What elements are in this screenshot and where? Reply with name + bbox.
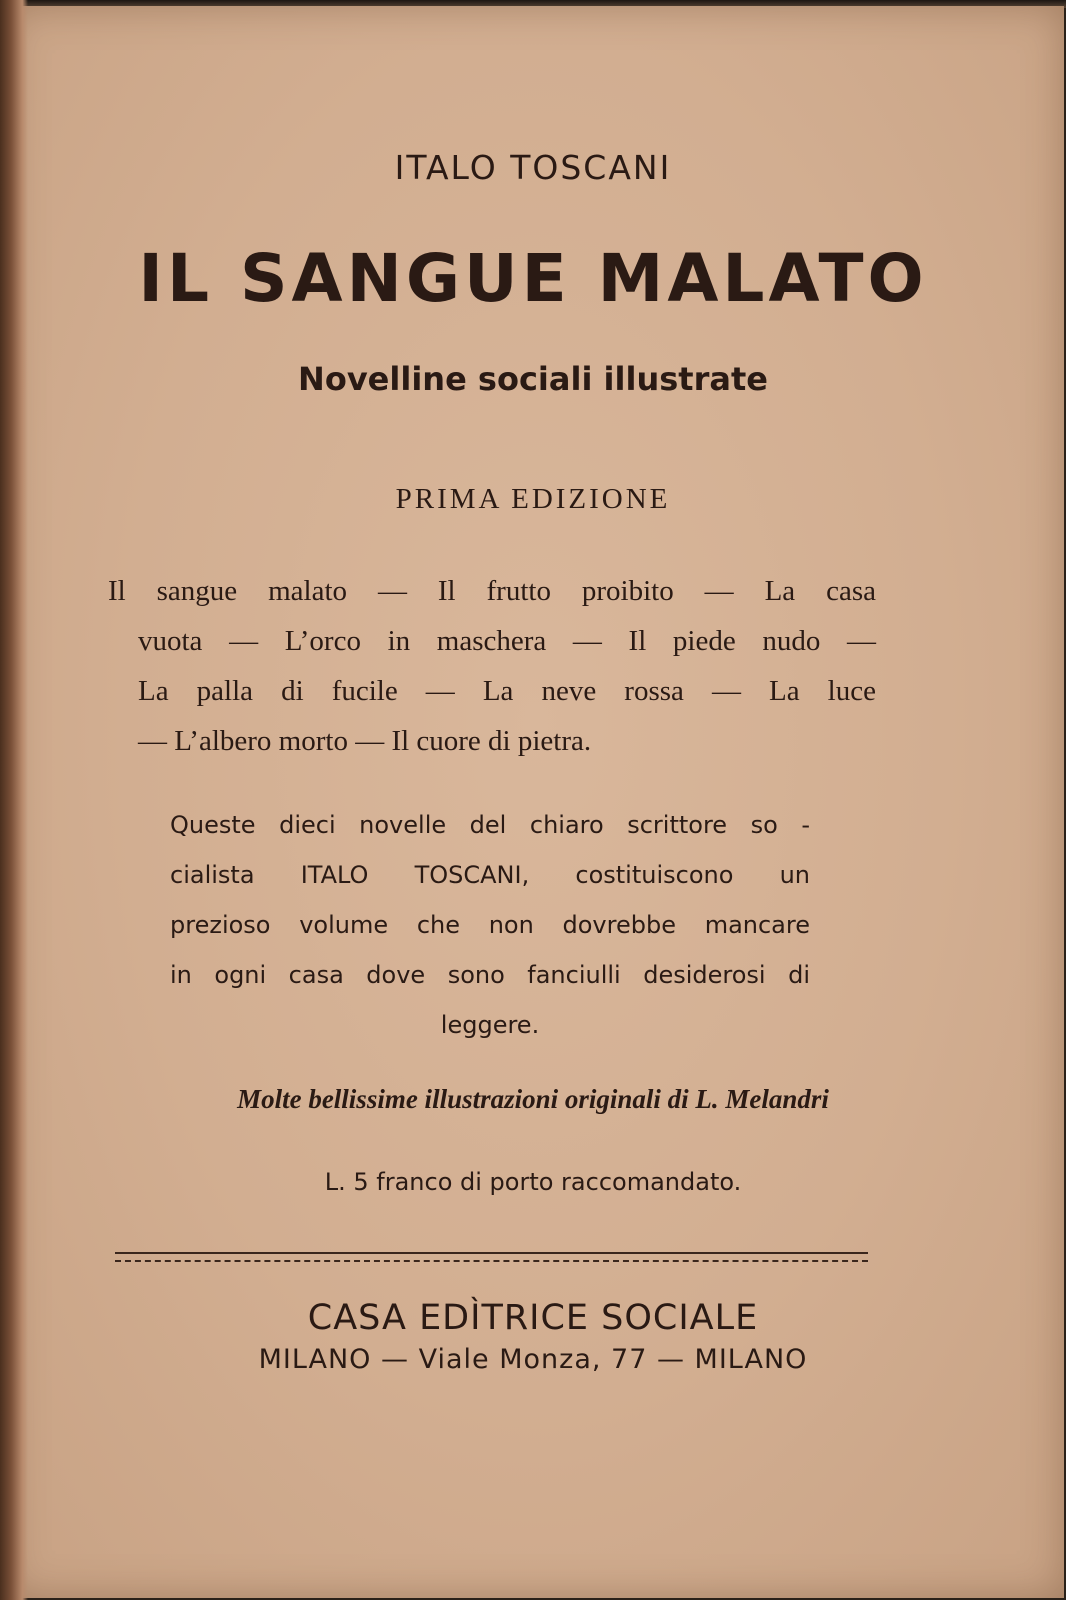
description-line: prezioso volume che non dovrebbe mancare bbox=[170, 911, 810, 939]
book-title: IL SANGUE MALATO bbox=[138, 240, 928, 317]
contents-line: La palla di fucile — La neve rossa — La luce bbox=[138, 675, 876, 707]
description-line: leggere. bbox=[440, 1011, 540, 1039]
description-line: in ogni casa dove sono fanciulli desiderosi di bbox=[170, 961, 810, 989]
description-line: Queste dieci novelle del chiaro scrittore so - bbox=[170, 811, 810, 839]
description-paragraph bbox=[170, 800, 810, 1050]
edition-label: PRIMA EDIZIONE bbox=[395, 483, 671, 515]
illustrations-credit: Molte bellissime illustrazioni originali di L. Melandri bbox=[237, 1084, 829, 1114]
contents-line: — L’albero morto — Il cuore di pietra. bbox=[138, 725, 592, 757]
divider-rule bbox=[115, 1252, 868, 1262]
contents-line: Il sangue malato — Il frutto proibito — La casa bbox=[108, 575, 876, 607]
publisher-address: MILANO — Viale Monza, 77 — MILANO bbox=[258, 1344, 808, 1375]
price-note: L. 5 franco di porto raccomandato. bbox=[324, 1168, 742, 1196]
book-subtitle: Novelline sociali illustrate bbox=[298, 360, 768, 398]
author-name: ITALO TOSCANI bbox=[394, 148, 672, 187]
contents-list bbox=[108, 566, 876, 766]
description-line: cialista ITALO TOSCANI, costituiscono un bbox=[170, 861, 810, 889]
contents-line: vuota — L’orco in maschera — Il piede nudo — bbox=[138, 625, 876, 657]
publisher-name: CASA EDÌTRICE SOCIALE bbox=[307, 1298, 759, 1338]
